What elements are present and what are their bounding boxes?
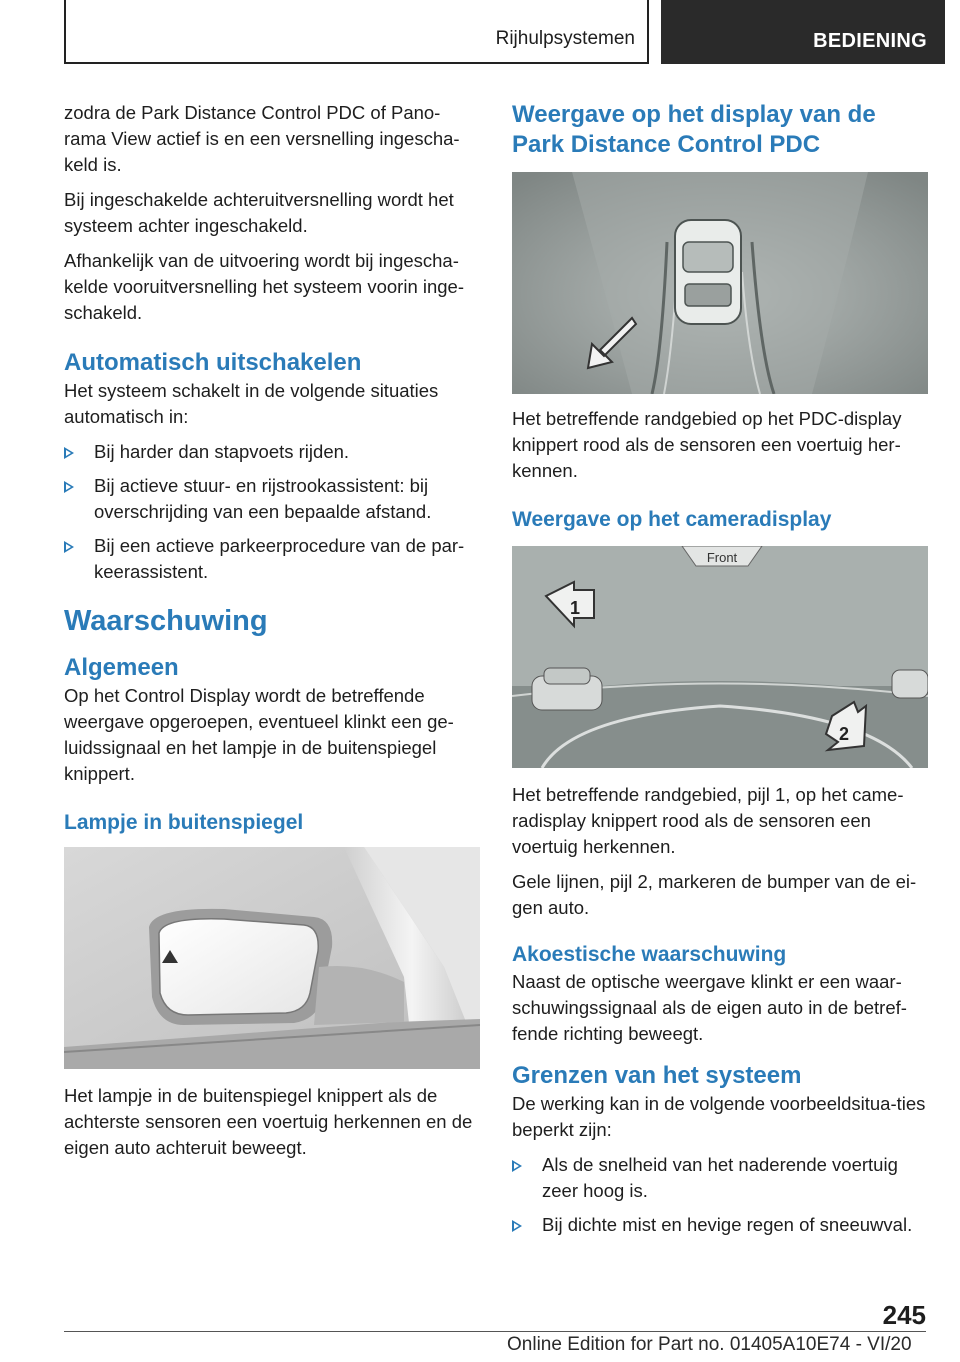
auto-off-list <box>64 439 478 585</box>
acoustic-heading: Akoestische waarschuwing <box>512 943 787 966</box>
triangle-bullet-icon <box>64 447 74 459</box>
triangle-bullet-icon <box>64 541 74 553</box>
camera-caption-1: Het betreffende randgebied, pijl 1, op het came-radisplay knippert rood als de sensoren een voertuig herkennen. <box>512 784 904 857</box>
general-heading: Algemeen <box>64 654 179 681</box>
general-text: Op het Control Display wordt de betreffende weergave opgeroepen, eventueel klinkt een ge-luidssignaal en het lampje in de buitenspiegel knippert. <box>64 685 454 784</box>
footer-divider <box>64 1331 926 1332</box>
list-item: Bij dichte mist en hevige regen of sneeuwval. <box>512 1212 928 1238</box>
pdc-caption: Het betreffende randgebied op het PDC-display knippert rood als de sensoren een voertuig her-kennen. <box>512 408 902 481</box>
header-section-title: Rijhulpsystemen <box>495 28 635 49</box>
auto-off-heading: Automatisch uitschakelen <box>64 349 362 376</box>
limits-list <box>512 1152 928 1238</box>
limits-heading: Grenzen van het systeem <box>512 1062 802 1089</box>
list-item: Als de snelheid van het naderende voertuig zeer hoog is. <box>512 1152 928 1204</box>
mirror-caption: Het lampje in de buitenspiegel knippert als de achterste sensoren een voertuig herkennen en de eigen auto achteruit beweegt. <box>64 1085 473 1158</box>
header-chapter-title: BEDIENING <box>813 30 927 52</box>
header-chapter-tab <box>661 0 945 64</box>
arrow-2-label: 2 <box>839 724 850 744</box>
intro-paragraph-3: Afhankelijk van de uitvoering wordt bij ingescha-kelde vooruitversnelling het systeem voorin inge-schakeld. <box>64 250 465 323</box>
triangle-bullet-icon <box>512 1160 522 1172</box>
acoustic-text: Naast de optische weergave klinkt er een waar-schuwingssignaal als de eigen auto in de betref-fende richting beweegt. <box>512 971 907 1044</box>
pdc-heading: Weergave op het display van de Park Distance Control PDC <box>512 101 876 158</box>
side-mirror-image <box>64 847 480 1069</box>
arrow-1-label: 1 <box>570 598 581 618</box>
camera-heading: Weergave op het cameradisplay <box>512 508 832 531</box>
triangle-bullet-icon <box>512 1220 522 1232</box>
camera-caption-2: Gele lijnen, pijl 2, markeren de bumper van de ei-gen auto. <box>512 871 917 918</box>
intro-paragraph-1: zodra de Park Distance Control PDC of Pano-rama View actief is en een versnelling ingescha-keld is. <box>64 102 460 175</box>
footer-edition: Online Edition for Part no. 01405A10E74 - VI/20 <box>507 1334 912 1355</box>
page-number: 245 <box>882 1300 926 1330</box>
triangle-bullet-icon <box>64 481 74 493</box>
camera-display-image <box>512 546 928 768</box>
left-column <box>64 100 478 1170</box>
intro-paragraph-2: Bij ingeschakelde achteruitversnelling wordt het systeem achter ingeschakeld. <box>64 189 454 236</box>
list-item: Bij actieve stuur- en rijstrookassistent: bij overschrijding van een bepaalde afstand. <box>64 473 478 525</box>
camera-front-label: Front <box>706 550 738 565</box>
pdc-display-image <box>512 172 928 394</box>
limits-text: De werking kan in de volgende voorbeeldsitua-ties beperkt zijn: <box>512 1093 926 1140</box>
list-item: Bij harder dan stapvoets rijden. <box>64 439 478 465</box>
mirror-heading: Lampje in buitenspiegel <box>64 811 304 834</box>
header-section-tab <box>64 0 649 64</box>
warning-heading: Waarschuwing <box>64 605 268 637</box>
list-item: Bij een actieve parkeerprocedure van de par-keerassistent. <box>64 533 478 585</box>
auto-off-text: Het systeem schakelt in de volgende situaties automatisch in: <box>64 380 439 427</box>
right-column <box>512 100 928 1247</box>
